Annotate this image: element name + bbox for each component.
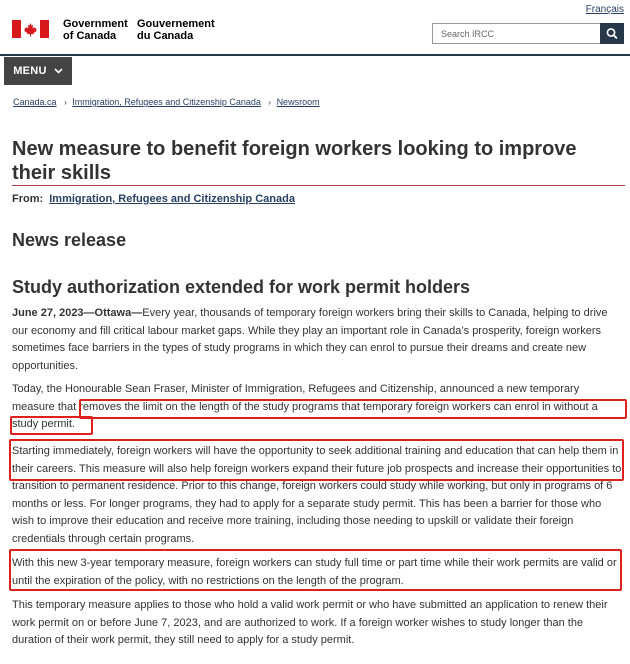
breadcrumb-ircc[interactable]: Immigration, Refugees and Citizenship Canada (72, 97, 261, 107)
chevron-down-icon (54, 68, 63, 74)
language-toggle-link[interactable]: Français (585, 4, 624, 15)
search-input[interactable] (432, 23, 600, 44)
from-department-link[interactable]: Immigration, Refugees and Citizenship Canada (49, 193, 295, 205)
menu-button[interactable] (4, 57, 72, 85)
site-header (0, 0, 630, 55)
search-icon (600, 23, 624, 44)
from-label: From: (12, 193, 44, 205)
menu-label: MENU (13, 65, 47, 77)
breadcrumb-newsroom[interactable]: Newsroom (276, 97, 320, 107)
paragraph-intro-text: Every year, thousands of temporary foreign workers bring their skills to Canada, helping to drive our economy and fill critical labour market gaps. While they play an important role in Canada’s prosperity, foreign workers sometimes face barriers in the types of study programs in which they can enrol to pursue their dreams and create new opportunities. (12, 307, 608, 372)
gouvernement-du-canada-wordmark (137, 18, 215, 42)
wordmark-en-line1: Government (63, 18, 128, 30)
from-line (12, 193, 295, 205)
article-subheading: Study authorization extended for work permit holders (12, 277, 471, 297)
search-form (432, 23, 624, 44)
search-button[interactable] (600, 23, 624, 44)
paragraph-announcement: Today, the Honourable Sean Fraser, Minister of Immigration, Refugees and Citizenship, announced a new temporary measure that removes the limit on the length of the study programs that temporary foreign workers can enrol in without a study permit. (12, 383, 598, 430)
dateline: June 27, 2023—Ottawa— (12, 307, 143, 319)
paragraph-intro (12, 305, 624, 375)
breadcrumb (13, 97, 320, 107)
chevron-right-icon: › (64, 98, 67, 107)
government-of-canada-wordmark (63, 18, 128, 42)
paragraph-details: Starting immediately, foreign workers will have the opportunity to seek additional training and education that can help them in their careers. This measure will also help foreign workers expand their future job prospects and increase their opportunities to transition to permanent residence. Prior to this change, foreign workers could study while working, but only in programs of 6 months or less. For longer programs, they had to apply for a separate study permit. This has been a barrier for those who wish to improve their education and receive more training, including those needing to upskill or validate their foreign credentials through certain programs. (12, 445, 622, 545)
chevron-right-icon: › (268, 98, 272, 107)
wordmark-en-line2: of Canada (63, 30, 117, 42)
paragraph-measure: With this new 3-year temporary measure, foreign workers can study full time or part time while their work permits are valid or until the expiration of the policy, with no restrictions on the length of the program. (12, 557, 617, 587)
breadcrumb-canada-ca[interactable]: Canada.ca (13, 97, 57, 107)
canada-flag-icon (12, 20, 49, 38)
header-divider (0, 54, 630, 56)
page-title: New measure to benefit foreign workers looking to improve their skills (12, 138, 577, 184)
wordmark-fr-line2: du Canada (137, 30, 194, 42)
title-underline (12, 185, 625, 186)
news-release-heading: News release (12, 230, 127, 250)
wordmark-fr-line1: Gouvernement (137, 18, 215, 30)
paragraph-eligibility: This temporary measure applies to those who hold a valid work permit or who have submitted an application to renew their work permit on or before June 7, 2023, and are authorized to work. If a foreign worker wishes to study longer than the duration of their work permit, they still need to apply for a study permit. (12, 599, 608, 646)
